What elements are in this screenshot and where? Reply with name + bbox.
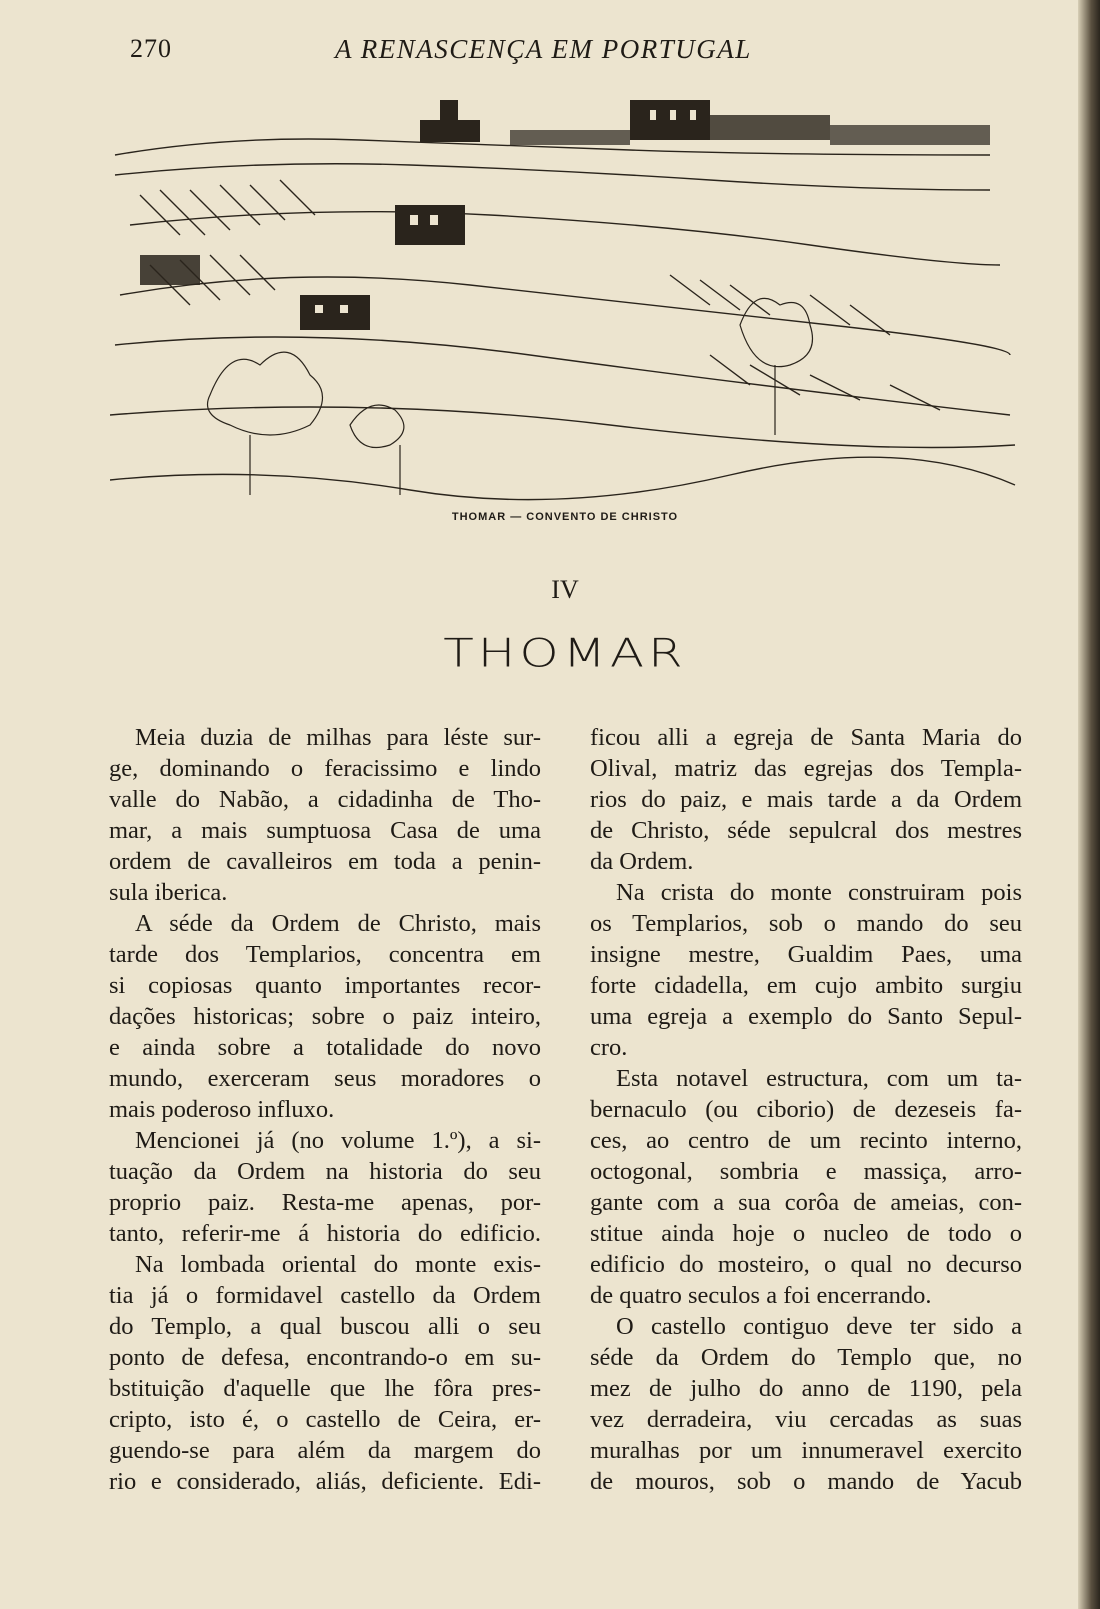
text-line: tuação da Ordem na historia do seu	[109, 1158, 541, 1185]
section-number: IV	[551, 575, 579, 604]
text-line: rios do paiz, e mais tarde a da Ordem	[590, 786, 1022, 813]
text-line: ces, ao centro de um recinto interno,	[590, 1127, 1022, 1154]
text-line: de quatro seculos a foi encerrando.	[590, 1282, 932, 1309]
text-line: insigne mestre, Gualdim Paes, uma	[590, 941, 1022, 968]
text-line: mais poderoso influxo.	[109, 1096, 335, 1123]
convent-illustration	[110, 95, 1020, 505]
text-line: Na crista do monte construiram pois	[616, 879, 1022, 906]
text-line: os Templarios, sob o mando do seu	[590, 910, 1022, 937]
text-line: mundo, exerceram seus moradores o	[109, 1065, 541, 1092]
text-line: Olival, matriz das egrejas dos Templa-	[590, 755, 1022, 782]
text-line: cripto, isto é, o castello de Ceira, er-	[109, 1406, 541, 1433]
text-line: muralhas por um innumeravel exercito	[590, 1437, 1022, 1464]
text-line: O castello contiguo deve ter sido a	[616, 1313, 1022, 1340]
text-line: ge, dominando o feracissimo e lindo	[109, 755, 541, 782]
text-line: mez de julho do anno de 1190, pela	[590, 1375, 1022, 1402]
text-line: si copiosas quanto importantes recor-	[109, 972, 541, 999]
text-line: da Ordem.	[590, 848, 694, 875]
text-line: Na lombada oriental do monte exis-	[135, 1251, 541, 1278]
text-line: bstituição d'aquelle que lhe fôra pres-	[109, 1375, 541, 1402]
page-number: 270	[130, 34, 172, 63]
text-line: e ainda sobre a totalidade do novo	[109, 1034, 541, 1061]
text-line: gante com a sua corôa de ameias, con-	[590, 1189, 1022, 1216]
text-line: stitue ainda hoje o nucleo de todo o	[590, 1220, 1022, 1247]
text-line: dações historicas; sobre o paiz inteiro,	[109, 1003, 541, 1030]
text-line: Meia duzia de milhas para léste sur-	[135, 724, 541, 751]
text-line: ficou alli a egreja de Santa Maria do	[590, 724, 1022, 751]
text-line: guendo-se para além da margem do	[109, 1437, 541, 1464]
text-line: ponto de defesa, encontrando-o em su-	[109, 1344, 541, 1371]
text-line: octogonal, sombria e massiça, arro-	[590, 1158, 1022, 1185]
text-column-right	[590, 722, 1022, 1497]
text-line: de mouros, sob o mando de Yacub	[590, 1468, 1022, 1495]
text-line: rio e considerado, aliás, deficiente. Edi-	[109, 1468, 541, 1495]
text-line: A séde da Ordem de Christo, mais	[135, 910, 541, 937]
text-line: valle do Nabão, a cidadinha de Tho-	[109, 786, 541, 813]
text-line: séde da Ordem do Templo que, no	[590, 1344, 1022, 1371]
figure-caption: THOMAR — CONVENTO DE CHRISTO	[451, 511, 679, 523]
text-line: mar, a mais sumptuosa Casa de uma	[109, 817, 541, 844]
text-column-left	[109, 722, 541, 1497]
text-line: cro.	[590, 1034, 628, 1061]
text-line: proprio paiz. Resta-me apenas, por-	[109, 1189, 541, 1216]
page-edge	[1078, 0, 1100, 1609]
text-line: sula iberica.	[109, 879, 228, 906]
running-head	[130, 34, 950, 74]
text-line: forte cidadella, em cujo ambito surgiu	[590, 972, 1022, 999]
text-line: tanto, referir-me á historia do edificio.	[109, 1220, 541, 1247]
text-line: do Templo, a qual buscou alli o seu	[109, 1313, 541, 1340]
text-line: bernaculo (ou ciborio) de dezeseis fa-	[590, 1096, 1022, 1123]
text-line: ordem de cavalleiros em toda a penin-	[109, 848, 541, 875]
text-line: de Christo, séde sepulcral dos mestres	[590, 817, 1022, 844]
text-line: vez derradeira, viu cercadas as suas	[590, 1406, 1022, 1433]
journal-title: A RENASCENÇA EM PORTUGAL	[335, 34, 752, 64]
text-line: Esta notavel estructura, com um ta-	[616, 1065, 1022, 1092]
text-line: tarde dos Templarios, concentra em	[109, 941, 541, 968]
text-line: tia já o formidavel castello da Ordem	[109, 1282, 541, 1309]
text-line: edificio do mosteiro, o qual no decurso	[590, 1251, 1022, 1278]
text-line: uma egreja a exemplo do Santo Sepul-	[590, 1003, 1022, 1030]
chapter-title: THOMAR	[443, 630, 687, 676]
text-line: Mencionei já (no volume 1.º), a si-	[135, 1127, 541, 1154]
